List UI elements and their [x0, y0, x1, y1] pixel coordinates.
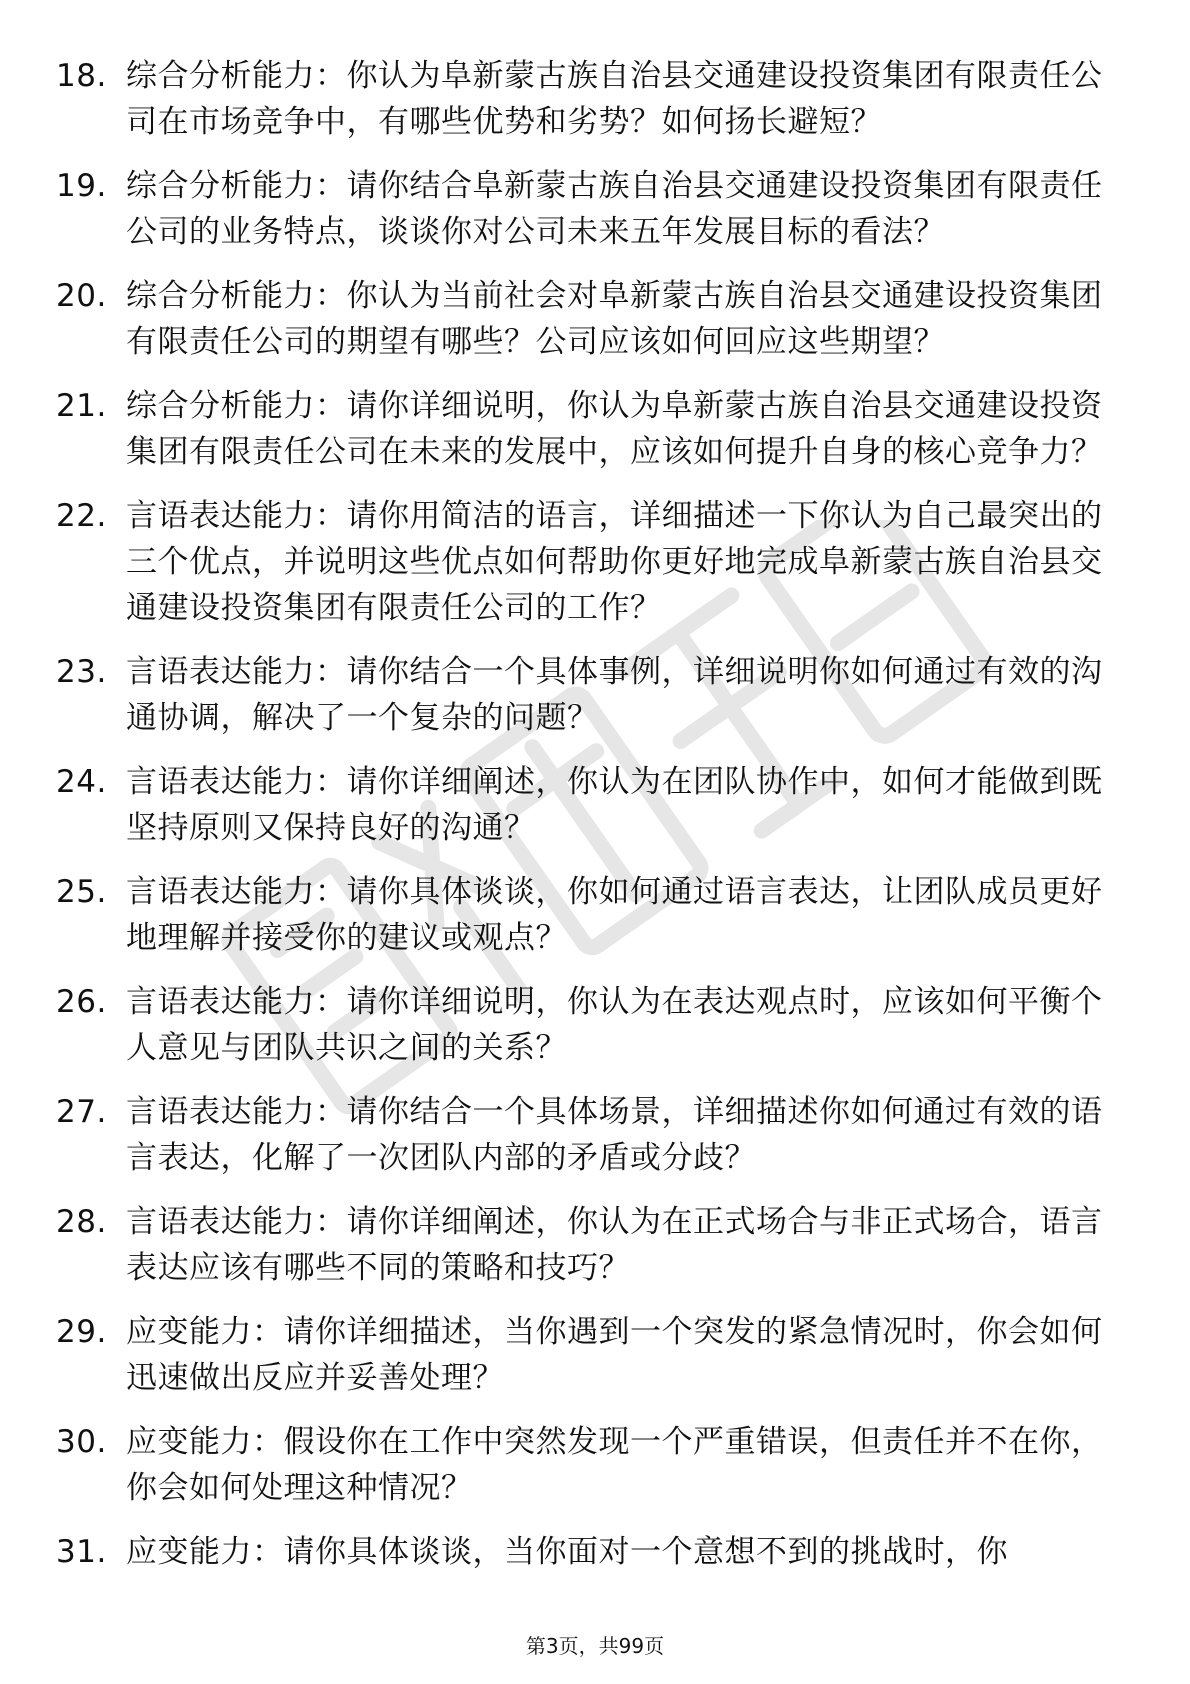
question-text: 言语表达能力：请你用简洁的语言，详细描述一下你认为自己最突出的三个优点，并说明这些优点如何帮助你更好地完成阜新蒙古族自治县交通建设投资集团有限责任公司的工作？ — [126, 498, 1103, 626]
question-number: 29. — [56, 1314, 107, 1350]
question-text: 综合分析能力：请你结合阜新蒙古族自治县交通建设投资集团有限责任公司的业务特点，谈谈你对公司未来五年发展目标的看法？ — [126, 168, 1103, 250]
question-number: 28. — [56, 1204, 107, 1240]
question-number: 23. — [56, 654, 107, 690]
question-number: 26. — [56, 984, 107, 1020]
question-item — [56, 869, 1116, 961]
question-item — [56, 273, 1116, 365]
question-number: 25. — [56, 874, 107, 910]
question-text: 言语表达能力：请你结合一个具体事例，详细说明你如何通过有效的沟通协调，解决了一个复杂的问题？ — [126, 654, 1103, 736]
question-number: 22. — [56, 498, 107, 534]
question-number: 31. — [56, 1534, 107, 1570]
question-text: 综合分析能力：请你详细说明，你认为阜新蒙古族自治县交通建设投资集团有限责任公司在未来的发展中，应该如何提升自身的核心竞争力？ — [126, 388, 1103, 470]
question-number: 20. — [56, 278, 107, 314]
question-item — [56, 163, 1116, 255]
question-text: 言语表达能力：请你详细说明，你认为在表达观点时，应该如何平衡个人意见与团队共识之间的关系？ — [126, 984, 1103, 1066]
question-number: 18. — [56, 58, 107, 94]
question-item — [56, 383, 1116, 475]
question-text: 综合分析能力：你认为阜新蒙古族自治县交通建设投资集团有限责任公司在市场竞争中，有哪些优势和劣势？如何扬长避短？ — [126, 58, 1103, 140]
question-text: 应变能力：假设你在工作中突然发现一个严重错误，但责任并不在你，你会如何处理这种情况？ — [126, 1424, 1103, 1506]
question-text: 综合分析能力：你认为当前社会对阜新蒙古族自治县交通建设投资集团有限责任公司的期望有哪些？公司应该如何回应这些期望？ — [126, 278, 1103, 360]
question-number: 27. — [56, 1094, 107, 1130]
question-item — [56, 759, 1116, 851]
question-text: 言语表达能力：请你具体谈谈，你如何通过语言表达，让团队成员更好地理解并接受你的建议或观点？ — [126, 874, 1103, 956]
question-item — [56, 493, 1116, 631]
question-text: 言语表达能力：请你详细阐述，你认为在正式场合与非正式场合，语言表达应该有哪些不同的策略和技巧？ — [126, 1204, 1103, 1286]
question-number: 30. — [56, 1424, 107, 1460]
question-item — [56, 53, 1116, 145]
question-number: 19. — [56, 168, 107, 204]
question-item — [56, 1419, 1116, 1511]
question-text: 言语表达能力：请你详细阐述，你认为在团队协作中，如何才能做到既坚持原则又保持良好的沟通？ — [126, 764, 1103, 846]
question-item — [56, 1199, 1116, 1291]
question-number: 21. — [56, 388, 107, 424]
question-item — [56, 1529, 1116, 1575]
question-item — [56, 1309, 1116, 1401]
page-footer: 第3页，共99页 — [525, 1634, 665, 1658]
question-item — [56, 649, 1116, 741]
question-number: 24. — [56, 764, 107, 800]
question-text: 应变能力：请你具体谈谈，当你面对一个意想不到的挑战时，你 — [126, 1534, 1008, 1570]
question-text: 言语表达能力：请你结合一个具体场景，详细描述你如何通过有效的语言表达，化解了一次团队内部的矛盾或分歧？ — [126, 1094, 1103, 1176]
question-text: 应变能力：请你详细描述，当你遇到一个突发的紧急情况时，你会如何迅速做出反应并妥善处理？ — [126, 1314, 1103, 1396]
question-list — [56, 53, 1116, 1593]
question-item — [56, 979, 1116, 1071]
question-item — [56, 1089, 1116, 1181]
